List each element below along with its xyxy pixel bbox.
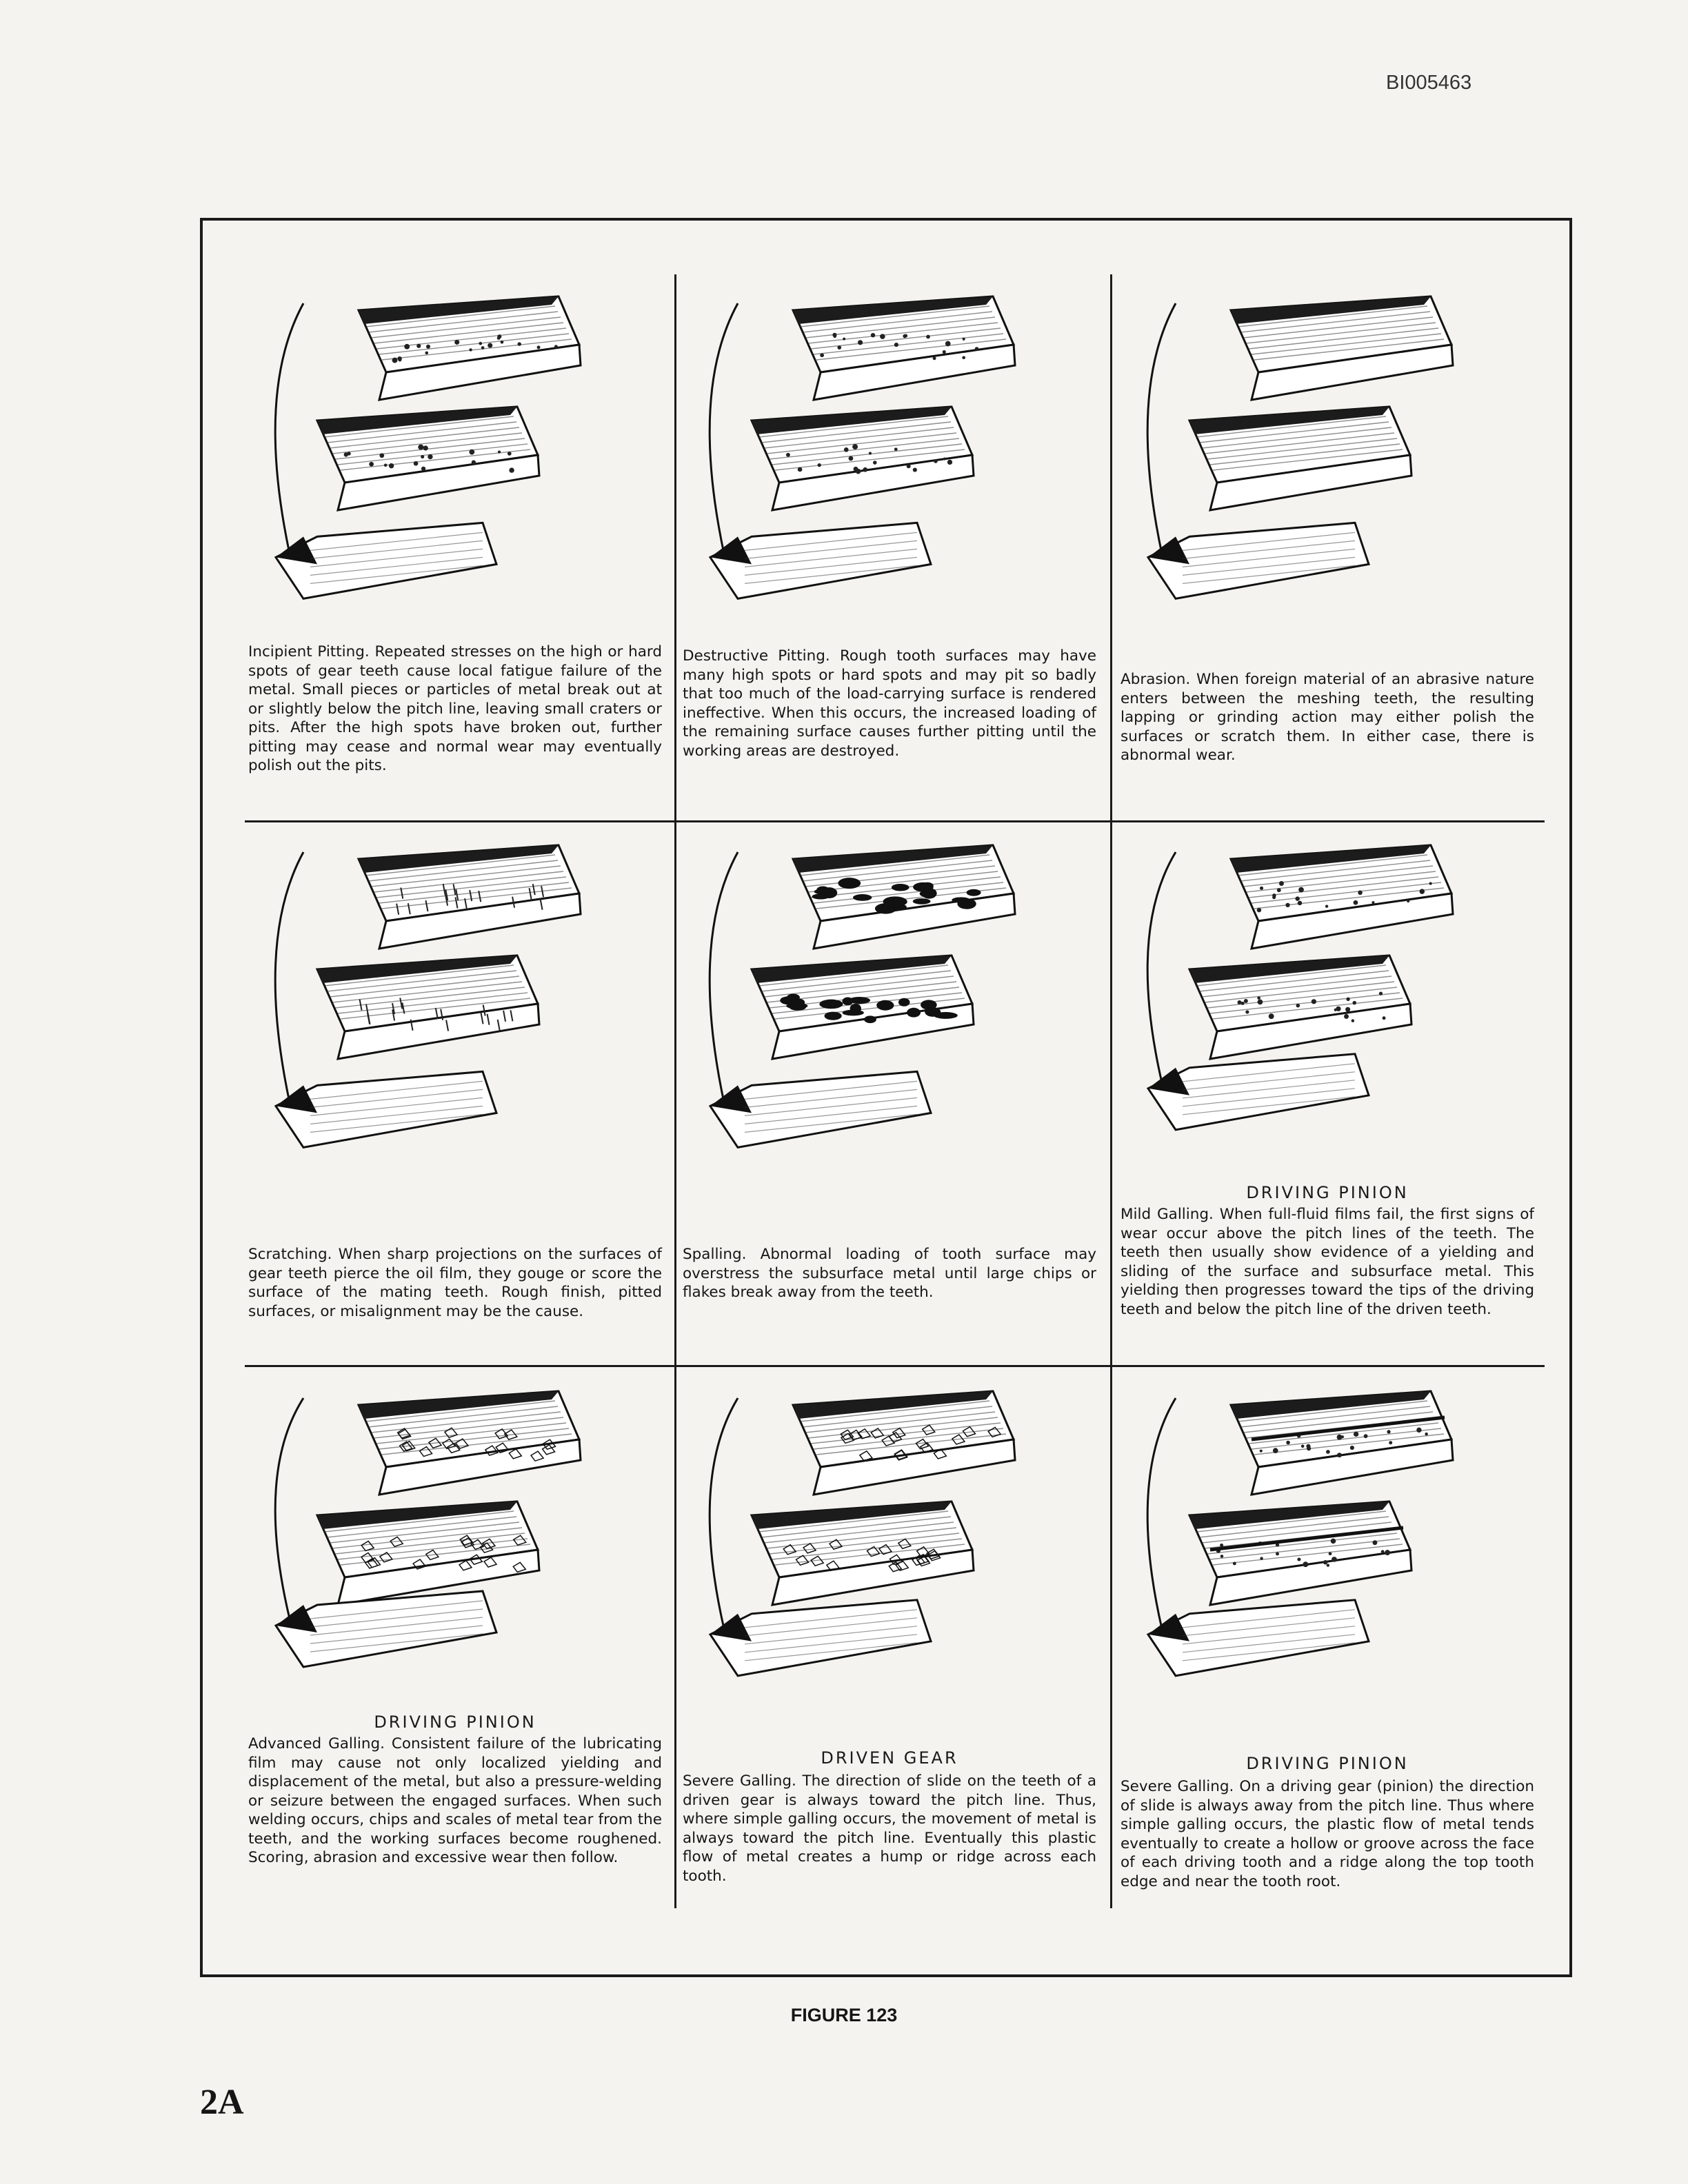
caption-text: On a driving gear (pinion) the direction of slide is always away from the pitch line. Thus where simple galling occurs, the plastic flow of metal tends eventually to create a hollow or groove across the face of each driving tooth and a ridge along the top tooth edge and near the tooth root. <box>1121 1778 1534 1890</box>
document-id: BI005463 <box>1386 72 1472 94</box>
gear-teeth-illustration <box>683 1371 1096 1729</box>
gear-teeth-illustration <box>1121 825 1534 1183</box>
caption-lead: Scratching. <box>248 1246 332 1263</box>
caption-lead: Mild Galling. <box>1121 1206 1214 1223</box>
caption-text: When sharp projections on the surfaces of gear teeth pierce the oil film, they gouge or score the surface of the mating teeth. Rough finish, pitted surfaces, or misalignment may be the cause. <box>248 1246 662 1320</box>
panel-subtitle: DRIVING PINION <box>1246 1754 1409 1773</box>
panel-subtitle: DRIVING PINION <box>1246 1183 1409 1202</box>
panel-caption <box>248 1735 662 1868</box>
gear-teeth-illustration <box>248 276 662 662</box>
panel-mild-galling <box>1121 825 1534 1369</box>
caption-text: Consistent failure of the lubricating film may cause not only localized yielding and displacement of the metal, but also a pressure-welding or seizure between the engaged surfaces. When such welding occurs, chips and scales of metal tear from the teeth, and the working surfaces become roughened. Scoring, abrasion and excessive wear then follow. <box>248 1735 662 1866</box>
caption-lead: Incipient Pitting. <box>248 643 370 660</box>
panel-caption <box>1121 670 1534 765</box>
caption-text: When full-fluid films fail, the first signs of wear occur above the pitch lines of the teeth. The teeth then usually show evidence of a yielding and sliding of the surface and subsurface metal. This yielding then progresses toward the tips of the driving teeth and below the pitch line of the driven teeth. <box>1121 1206 1534 1318</box>
caption-text: When foreign material of an abrasive nature enters between the meshing teeth, the resulting lapping or grinding action may either polish the surfaces or scratch them. In either case, there is abnormal wear. <box>1121 671 1534 764</box>
gear-teeth-illustration <box>683 276 1096 662</box>
caption-lead: Destructive Pitting. <box>683 647 830 665</box>
panel-caption <box>1121 1205 1534 1319</box>
panel-scratching <box>248 825 662 1369</box>
gear-teeth-illustration <box>248 825 662 1211</box>
panel-spalling <box>683 825 1096 1369</box>
caption-text: The direction of slide on the teeth of a driven gear is always toward the pitch line. Thus, where simple galling occurs, the movement of metal is always toward the pitch line. Eventually this plastic flow of metal creates a hump or ridge across each tooth. <box>683 1772 1096 1885</box>
panel-advanced-galling <box>248 1371 662 1915</box>
panel-destructive-pitting <box>683 276 1096 820</box>
panel-subtitle: DRIVING PINION <box>374 1712 536 1732</box>
panel-caption <box>248 643 662 776</box>
caption-lead: Abrasion. <box>1121 671 1191 688</box>
gear-teeth-illustration <box>1121 1371 1534 1729</box>
caption-text: Repeated stresses on the high or hard spots of gear teeth cause local fatigue failure of the metal. Small pieces or particles of metal break out at or slightly below the pitch line, leaving small craters or pits. After the high spots have broken out, further pitting may cease and normal wear may eventually polish out the pits. <box>248 643 662 774</box>
caption-lead: Severe Galling. <box>1121 1778 1234 1795</box>
panel-subtitle: DRIVEN GEAR <box>821 1748 958 1768</box>
row-divider <box>245 820 1545 822</box>
caption-lead: Advanced Galling. <box>248 1735 385 1752</box>
panel-incipient-pitting <box>248 276 662 820</box>
gear-teeth-illustration <box>1121 276 1534 662</box>
caption-text: Rough tooth surfaces may have many high spots or hard spots and may pit so badly that too much of the load-carrying surface is rendered ineffective. When this occurs, the increased loading of the remaining surface causes further pitting until the working areas are destroyed. <box>683 647 1096 760</box>
panel-severe-galling-driving <box>1121 1371 1534 1915</box>
caption-lead: Severe Galling. <box>683 1772 796 1790</box>
page-number: 2A <box>200 2083 244 2122</box>
caption-lead: Spalling. <box>683 1246 747 1263</box>
gear-teeth-illustration <box>683 825 1096 1211</box>
caption-text: Abnormal loading of tooth surface may overstress the subsurface metal until large chips or flakes break away from the teeth. <box>683 1246 1096 1301</box>
panel-caption <box>683 1772 1096 1885</box>
panel-abrasion <box>1121 276 1534 820</box>
gear-teeth-illustration <box>248 1371 662 1715</box>
figure-label: FIGURE 123 <box>790 2005 898 2025</box>
panel-caption <box>683 1245 1096 1302</box>
column-divider <box>1110 274 1112 1908</box>
panel-caption <box>1121 1777 1534 1891</box>
panel-caption <box>683 647 1096 760</box>
panel-caption <box>248 1245 662 1321</box>
column-divider <box>674 274 676 1908</box>
panel-severe-galling-driven <box>683 1371 1096 1915</box>
